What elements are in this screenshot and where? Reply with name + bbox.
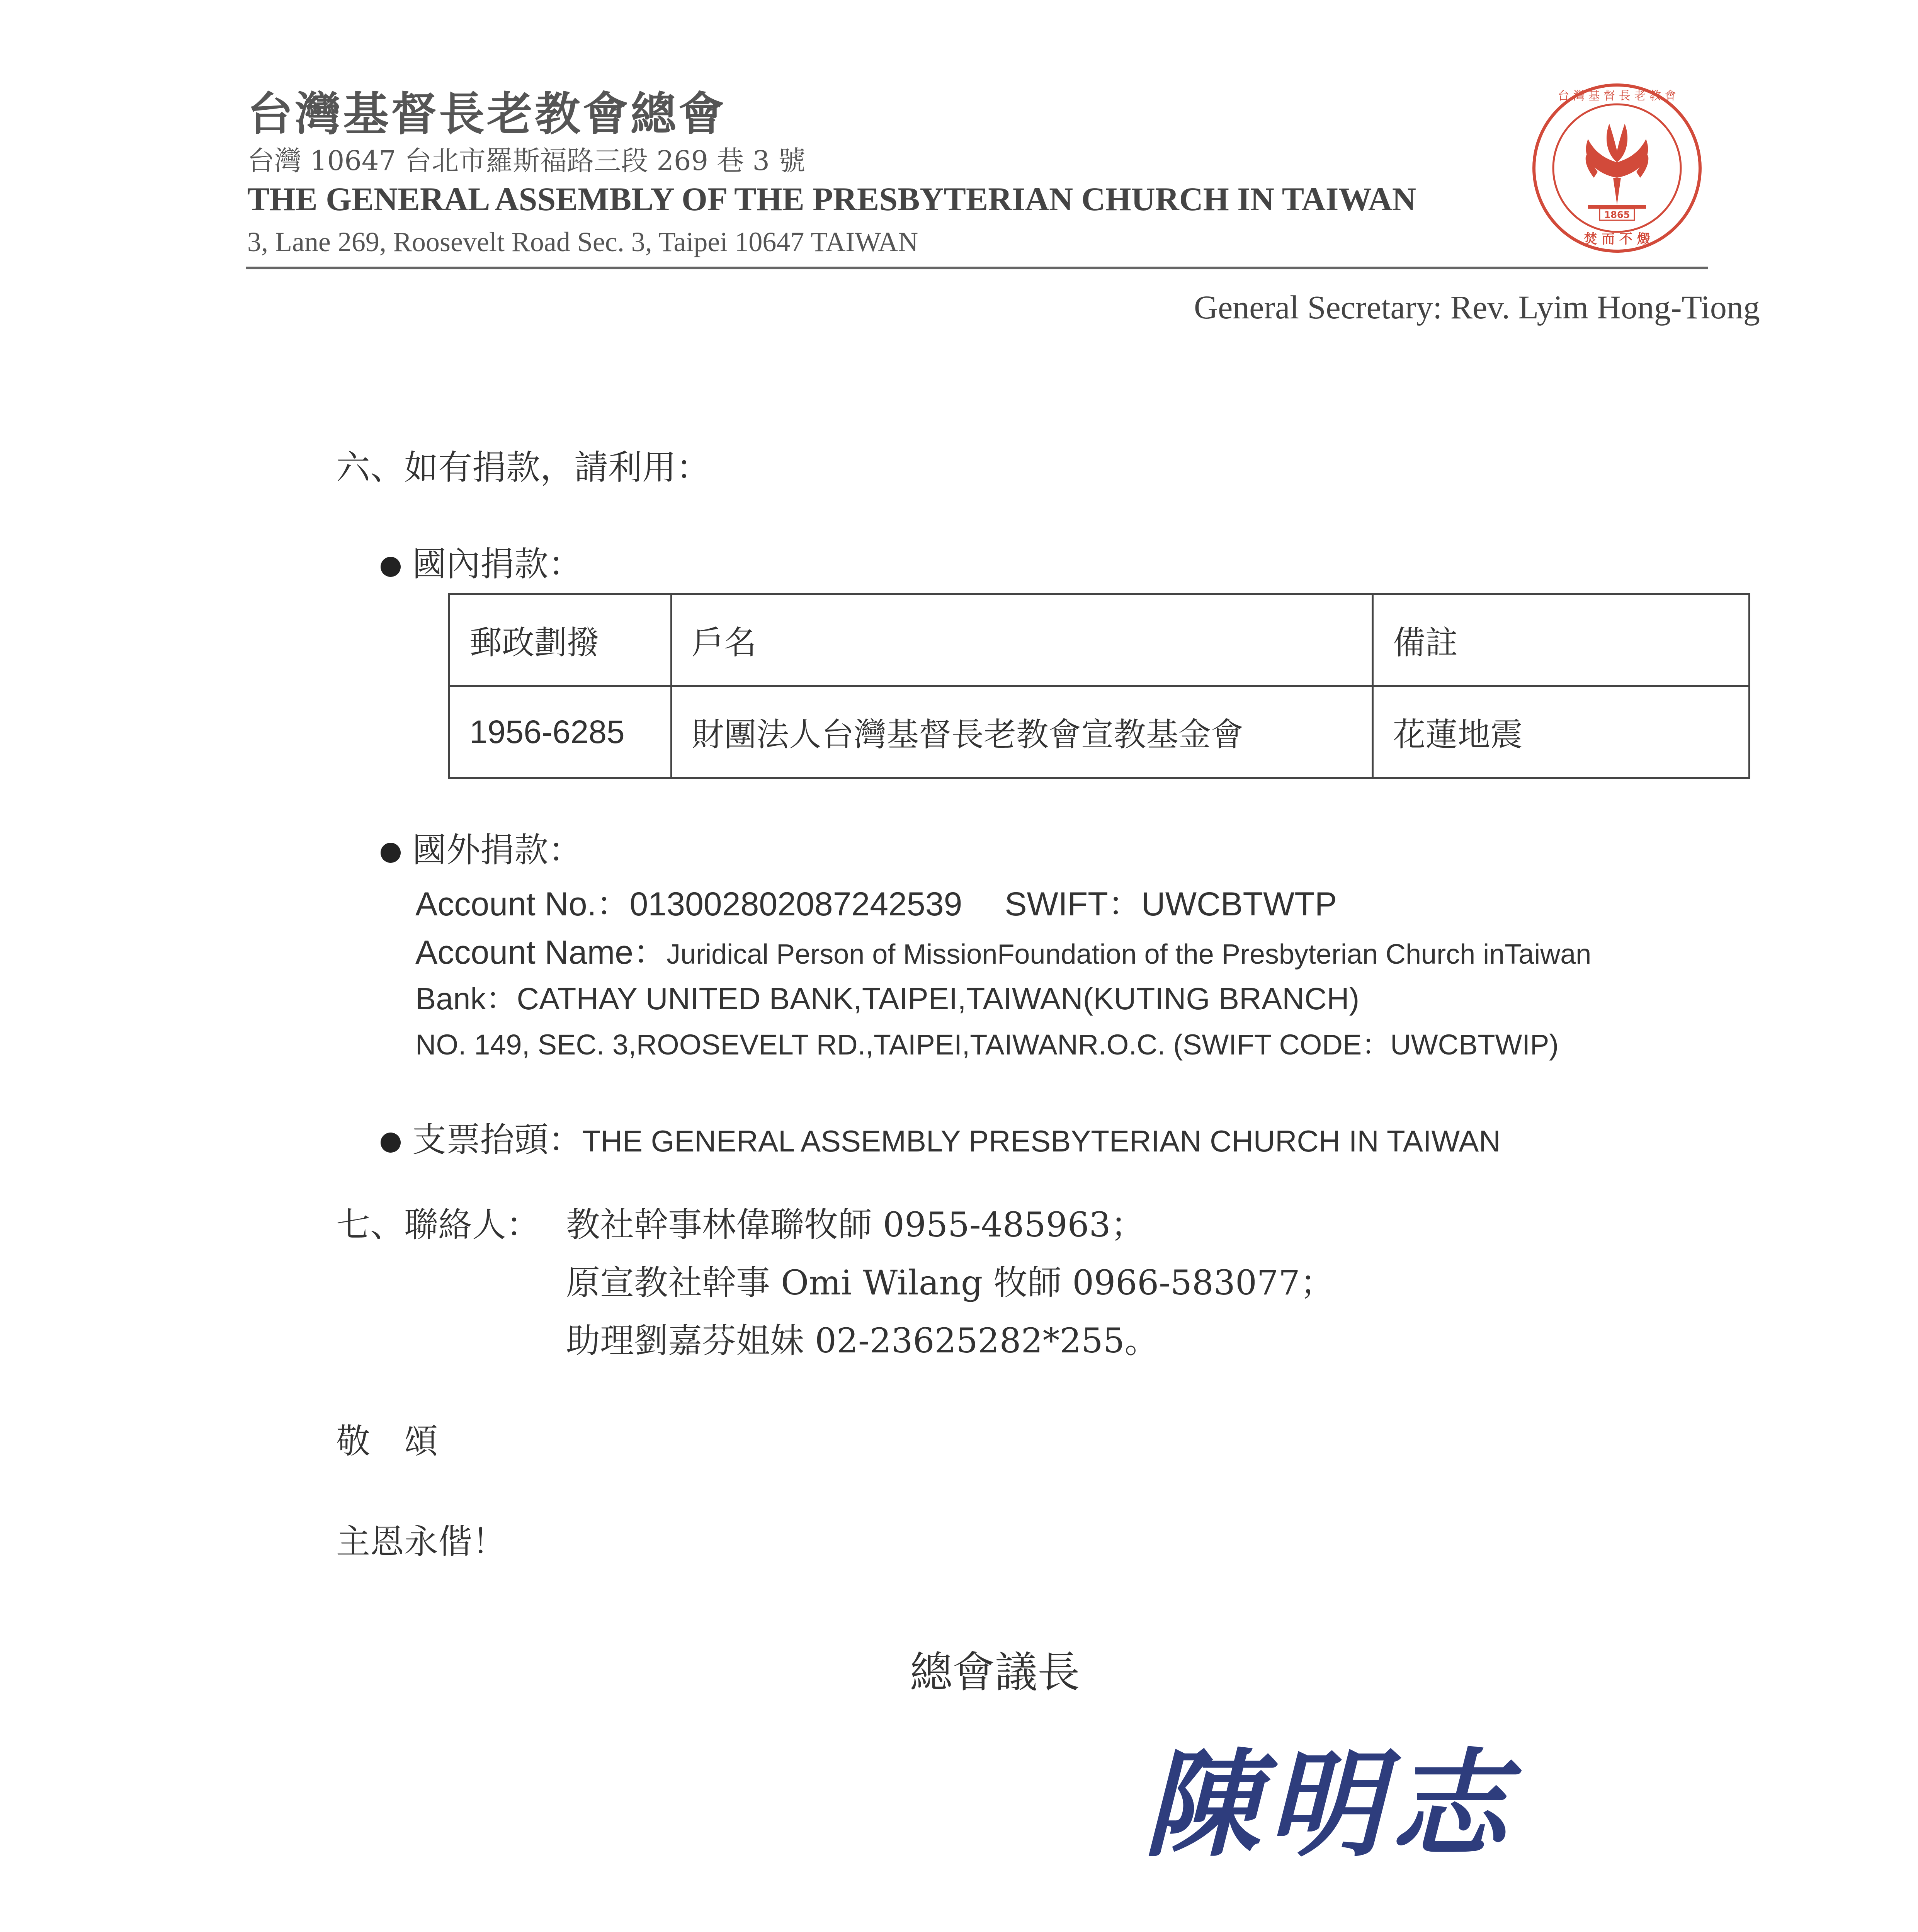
org-name-cn: 台灣基督長老教會總會 [247,87,727,141]
header-account-name: 戶名 [672,594,1373,686]
contact-line-1: 教社幹事林偉聯牧師 0955-485963； [566,1205,1145,1245]
contact-line-2: 原宣教社幹事 Omi Wilang 牧師 0966-583077； [566,1263,1334,1303]
overseas-donation-label: 國外捐款： [381,823,582,872]
account-name-value: Juridical Person of MissionFoundation of the Presbyterian Church inTaiwan [667,939,1592,970]
closing-blessing: 主恩永偕！ [336,1522,507,1561]
general-secretary: General Secretary: Rev. Lyim Hong-Tiong [1194,289,1760,326]
moderator-title: 總會議長 [910,1648,1080,1697]
bullet-icon [381,1133,401,1153]
moderator-signature: 陳明志 [1144,1736,1515,1872]
postal-account-number: 1956-6285 [449,686,672,778]
closing-respect: 敬 頌 [336,1421,439,1461]
table-header-row [449,594,1750,686]
account-name-label: Account Name： [415,934,667,971]
cheque-payee-line [381,1113,1501,1162]
overseas-bank-address: NO. 149, SEC. 3,ROOSEVELT RD.,TAIPEI,TAIWANR.O.C. (SWIFT CODE：UWCBTWIP) [415,1029,1559,1061]
overseas-bank: Bank：CATHAY UNITED BANK,TAIPEI,TAIWAN(KUTING BRANCH) [415,981,1360,1016]
bullet-icon [381,557,401,577]
section-7-heading: 七、聯絡人： [336,1205,541,1245]
table-row [449,686,1750,778]
org-name-en: THE GENERAL ASSEMBLY OF THE PRESBYTERIAN CHURCH IN TAIWAN [247,180,1416,218]
bullet-icon [381,843,401,863]
account-holder-name: 財團法人台灣基督長老教會宣教基金會 [672,686,1373,778]
header-divider [246,267,1708,269]
overseas-account-name [415,925,1591,973]
domestic-donation-table [448,593,1750,779]
section-6-heading: 六、如有捐款，請利用： [336,447,711,487]
overseas-account-number: Account No.：013002802087242539 SWIFT：UWCBTWTP [415,886,1337,923]
header-remarks: 備註 [1373,594,1750,686]
cheque-label: 支票抬頭： [412,1120,583,1160]
church-seal-logo [1530,81,1704,255]
address-cn: 台灣 10647 台北市羅斯福路三段 269 巷 3 號 [247,145,806,177]
svg-text:台 灣 基 督 長 老 教 會: 台 灣 基 督 長 老 教 會 [1558,89,1677,103]
cheque-payee: THE GENERAL ASSEMBLY PRESBYTERIAN CHURCH IN TAIWAN [582,1124,1501,1158]
svg-text:1865: 1865 [1604,209,1630,220]
header-postal-transfer: 郵政劃撥 [449,594,672,686]
donation-remark: 花蓮地震 [1373,686,1750,778]
domestic-donation-label: 國內捐款： [381,537,582,586]
address-en: 3, Lane 269, Roosevelt Road Sec. 3, Taipei 10647 TAIWAN [247,226,918,257]
svg-text:焚 而 不 燬: 焚 而 不 燬 [1584,231,1650,247]
contact-line-3: 助理劉嘉芬姐妹 02-23625282*255。 [566,1321,1159,1361]
